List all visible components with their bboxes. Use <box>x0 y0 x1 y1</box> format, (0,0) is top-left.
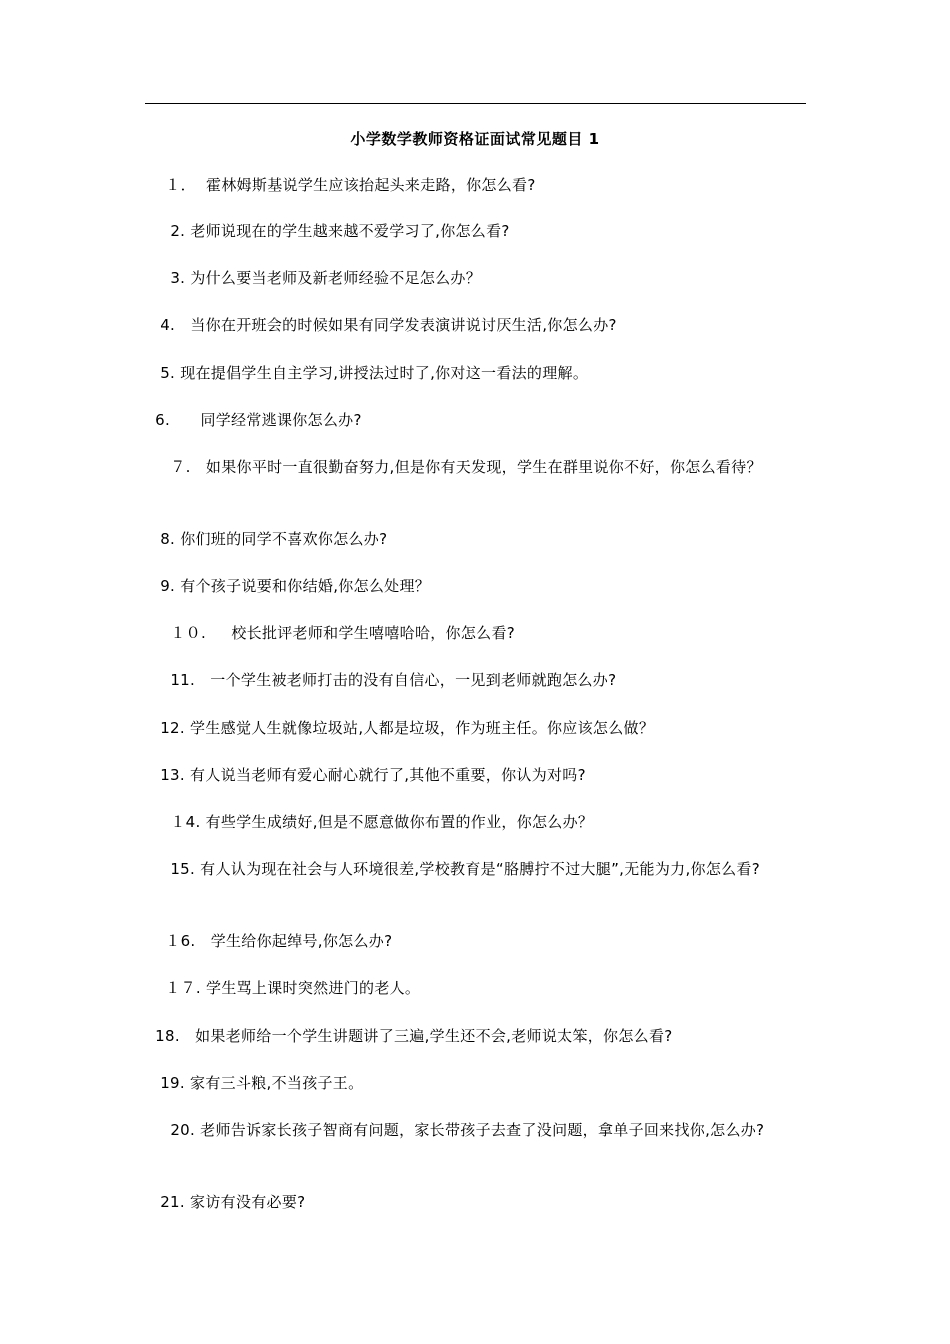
question-13: 13. 有人说当老师有爱心耐心就行了,其他不重要，你认为对吗? <box>145 766 586 784</box>
question-10: １０. 校长批评老师和学生嘻嘻哈哈，你怎么看? <box>145 624 516 642</box>
question-4: 4. 当你在开班会的时候如果有同学发表演讲说讨厌生活,你怎么办? <box>145 316 617 334</box>
question-21: 21. 家访有没有必要? <box>145 1193 306 1211</box>
document-title: 小学数学教师资格证面试常见题目 1 <box>350 130 600 148</box>
question-18: 18. 如果老师给一个学生讲题讲了三遍,学生还不会,老师说太笨，你怎么看? <box>145 1027 673 1045</box>
question-17: １７. 学生骂上课时突然进门的老人。 <box>145 979 421 997</box>
question-3: 3. 为什么要当老师及新老师经验不足怎么办？ <box>145 269 482 287</box>
question-6: 6. 同学经常逃课你怎么办? <box>145 411 362 429</box>
question-11: 11. 一个学生被老师打击的没有自信心，一见到老师就跑怎么办? <box>145 671 617 689</box>
question-19: 19. 家有三斗粮,不当孩子王。 <box>145 1074 364 1092</box>
question-14: １4. 有些学生成绩好,但是不愿意做你布置的作业，你怎么办？ <box>145 813 594 831</box>
question-5: 5. 现在提倡学生自主学习,讲授法过时了,你对这一看法的理解。 <box>145 364 589 382</box>
question-8: 8. 你们班的同学不喜欢你怎么办? <box>145 530 388 548</box>
header-rule <box>145 103 806 104</box>
question-9: 9. 有个孩子说要和你结婚,你怎么处理？ <box>145 577 431 595</box>
question-15: 15. 有人认为现在社会与人环境很差,学校教育是“胳膊拧不过大腿”,无能为力,你怎么看? <box>145 860 760 878</box>
question-16: １6. 学生给你起绰号,你怎么办? <box>145 932 393 950</box>
question-7: ７. 如果你平时一直很勤奋努力,但是你有天发现，学生在群里说你不好，你怎么看待？ <box>145 458 762 476</box>
question-1: １． 霍林姆斯基说学生应该抬起头来走路，你怎么看? <box>145 176 536 194</box>
question-2: 2. 老师说现在的学生越来越不爱学习了,你怎么看? <box>145 222 510 240</box>
question-12: 12. 学生感觉人生就像垃圾站,人都是垃圾，作为班主任。你应该怎么做？ <box>145 719 655 737</box>
question-20: 20. 老师告诉家长孩子智商有问题，家长带孩子去查了没问题，拿单子回来找你,怎么办? <box>145 1121 765 1139</box>
